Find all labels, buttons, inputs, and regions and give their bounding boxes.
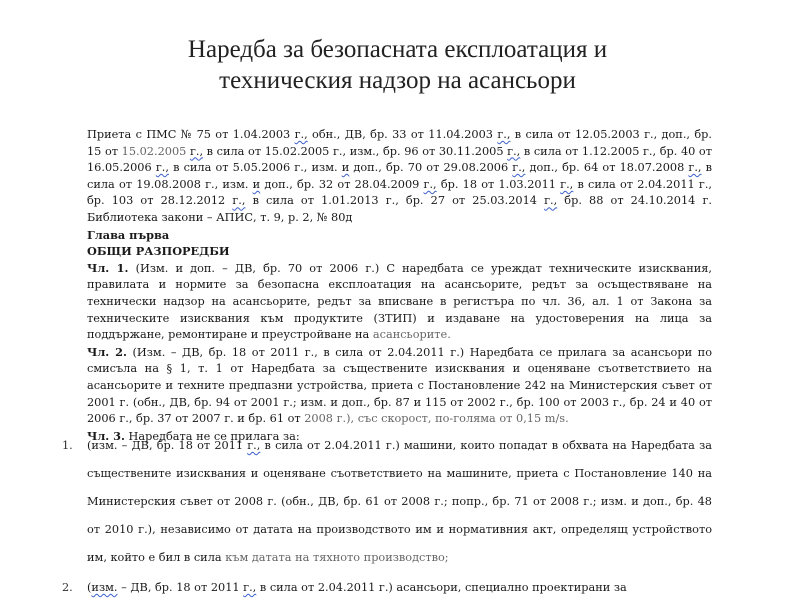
list-number: 2. <box>62 581 73 594</box>
list-item: 1. (изм. – ДВ, бр. 18 от 2011 г., в сила от 2.04.2011 г.) машини, които попадат в обхвата на Наредбата за съществените изисквания и оценяване съответствието на машините, приета с Постановление 140 на Министерския съвет от 2008 г. (обн., ДВ, бр. 61 от 2008 г.; попр., бр. 71 от 2008 г.; изм. и доп., бр. 48 от 2010 г.), независимо от датата на производството им и нормативния акт, определящ устройството им, който е бил в сила към датата на тяхното производство; <box>62 432 712 572</box>
document-title <box>0 34 795 96</box>
article-1-label: Чл. 1. <box>87 260 129 275</box>
list-number: 1. <box>62 439 73 452</box>
title-line-1: Наредба за безопасната експлоатация и <box>187 36 608 63</box>
title-line-2: техническия надзор на асансьори <box>219 67 576 94</box>
article-2-label: Чл. 2. <box>87 344 127 359</box>
chapter-heading: Глава първа <box>87 227 170 242</box>
article-3-label: Чл. 3. <box>87 428 125 443</box>
article-2: Чл. 2. (Изм. – ДВ, бр. 18 от 2011 г., в сила от 2.04.2011 г.) Наредбата се прилага за асансьори по смисъла на § 1, т. 1 от Наредбата за съществените изисквания и оценяване съответствието на асансьорите и техните предпазни устройства, приета с Постановление 242 на Министерския съвет от 2001 г. (обн., ДВ, бр. 94 от 2001 г.; изм. и доп., бр. 87 и 115 от 2002 г., бр. 100 от 2003 г., бр. 24 и 40 от 2006 г., бр. 37 от 2007 г. и бр. 61 от 2008 г.), със скорост, по-голяма от 0,15 m/s. <box>87 344 712 426</box>
list-item: 2. (изм. – ДВ, бр. 18 от 2011 г., в сила от 2.04.2011 г.) асансьори, специално проектирани за <box>62 574 712 602</box>
intro-paragraph: Приета с ПМС № 75 от 1.04.2003 г., обн., ДВ, бр. 33 от 11.04.2003 г., в сила от 12.05.2003 г., доп., бр. 15 от 15.02.2005 г., в сила от 15.02.2005 г., изм., бр. 96 от 30.11.2005 г., в сила от 1.12.2005 г., бр. 40 от 16.05.2006 г., в сила от 5.05.2006 г., изм. и доп., бр. 70 от 29.08.2006 г., доп., бр. 64 от 18.07.2008 г., в сила от 19.08.2008 г., изм. и доп., бр. 32 от 28.04.2009 г., бр. 18 от 1.03.2011 г., в сила от 2.04.2011 г., бр. 103 от 28.12.2012 г., в сила от 1.01.2013 г., бр. 27 от 25.03.2014 г., бр. 88 от 24.10.2014 г. Библиотека закони – АПИС, т. 9, р. 2, № 80д <box>87 128 713 224</box>
document-body <box>87 127 712 445</box>
article-3: Чл. 3. Наредбата не се прилага за: <box>87 428 300 443</box>
article-1: Чл. 1. (Изм. и доп. – ДВ, бр. 70 от 2006 г.) С наредбата се уреждат техническите изисквания, правилата и нормите за безопасна експлоатация на асансьорите, редът за осъществяване на технически надзор на асансьорите, редът за вписване в регистъра по чл. 36, ал. 1 от Закона за техническите изисквания към продуктите (ЗТИП) и издаване на удостоверения на лица за поддържане, ремонтиране и преустройване на асансьорите. <box>87 260 712 342</box>
section-heading: ОБЩИ РАЗПОРЕДБИ <box>87 244 230 259</box>
article-3-list <box>62 432 712 604</box>
